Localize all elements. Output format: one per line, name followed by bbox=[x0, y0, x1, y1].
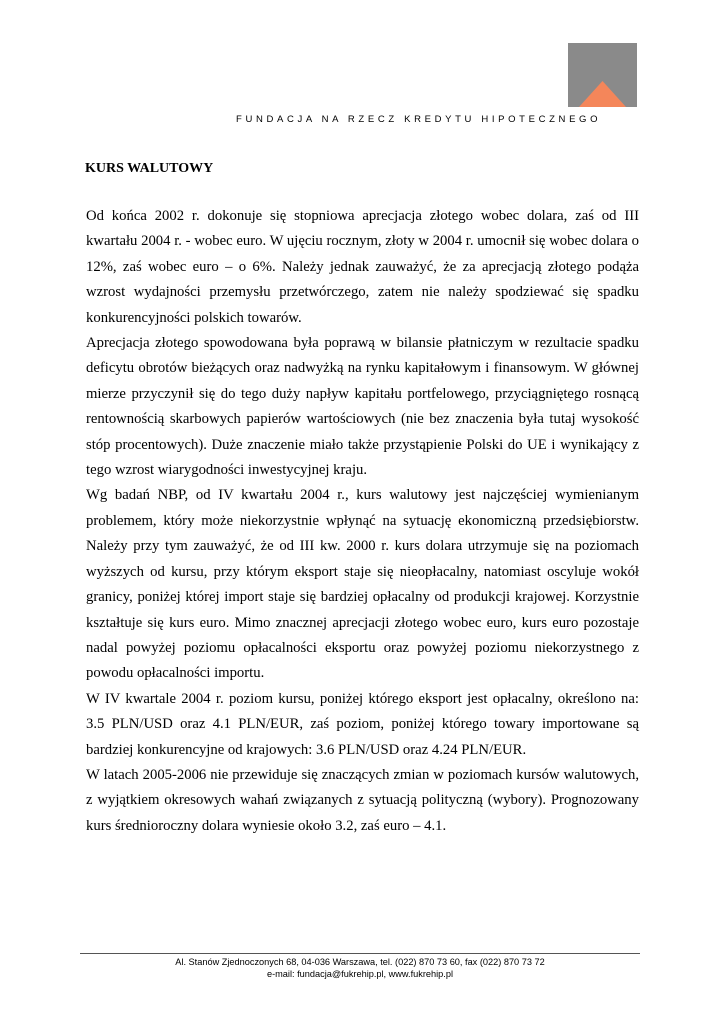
organization-name: FUNDACJA NA RZECZ KREDYTU HIPOTECZNEGO bbox=[236, 114, 602, 125]
document-body bbox=[86, 204, 639, 839]
paragraph: W IV kwartale 2004 r. poziom kursu, poniżej którego eksport jest opłacalny, określono na: 3.5 PLN/USD oraz 4.1 PLN/EUR, zaś poziom, poniżej którego towary importowane są bardziej konkurencyjne od krajowych: 3.6 PLN/USD oraz 4.24 PLN/EUR. bbox=[86, 690, 639, 758]
paragraph: W latach 2005-2006 nie przewiduje się znaczących zmian w poziomach kursów walutowych, z wyjątkiem okresowych wahań związanych z sytuacją polityczną (wybory). Prognozowany kurs średnioroczny dolara wyniesie około 3.2, zaś euro – 4.1. bbox=[86, 766, 639, 834]
paragraph: Od końca 2002 r. dokonuje się stopniowa aprecjacja złotego wobec dolara, zaś od III kwartału 2004 r. - wobec euro. W ujęciu rocznym, złoty w 2004 r. umocnił się wobec dolara o 12%, zaś wobec euro – o 6%. Należy jednak zauważyć, że za aprecjacją złotego podąża wzrost wydajności przemysłu przetwórczego, zatem nie należy spodziewać się spadku konkurencyjności polskich towarów. bbox=[86, 208, 639, 326]
footer bbox=[80, 957, 640, 980]
footer-address: Al. Stanów Zjednoczonych 68, 04-036 Warszawa, tel. (022) 870 73 60, fax (022) 870 73 72 bbox=[175, 957, 545, 967]
paragraph: Wg badań NBP, od IV kwartału 2004 r., kurs walutowy jest najczęściej wymienianym problemem, który może niekorzystnie wpłynąć na sytuację ekonomiczną przedsiębiorstw. Należy przy tym zauważyć, że od III kw. 2000 r. kurs dolara utrzymuje się na poziomach wyższych od kursu, przy którym eksport staje się nieopłacalny, natomiast oscyluje wokół granicy, poniżej której import staje się bardziej opłacalny od produkcji krajowej. Korzystnie kształtuje się kurs euro. Mimo znacznej aprecjacji złotego wobec euro, kurs euro pozostaje nadal powyżej poziomu opłacalności eksportu oraz powyżej poziomu niekorzystnego z powodu opłacalności importu. bbox=[86, 487, 639, 682]
page-title: KURS WALUTOWY bbox=[85, 161, 214, 176]
paragraph: Aprecjacja złotego spowodowana była poprawą w bilansie płatniczym w rezultacie spadku deficytu obrotów bieżących oraz nadwyżką na rynku kapitałowym i finansowym. W głównej mierze przyczynił się do tego duży napływ kapitału portfelowego, przyciągniętego rosnącą rentownością skarbowych papierów wartościowych (nie bez znaczenia była tutaj wysokość stóp procentowych). Duże znaczenie miało także przystąpienie Polski do UE i wynikający z tego wzrost wiarygodności inwestycyjnej kraju. bbox=[86, 335, 639, 479]
house-logo-icon bbox=[568, 43, 637, 107]
footer-divider bbox=[80, 953, 640, 954]
footer-contact: e-mail: fundacja@fukrehip.pl, www.fukrehip.pl bbox=[266, 968, 453, 979]
